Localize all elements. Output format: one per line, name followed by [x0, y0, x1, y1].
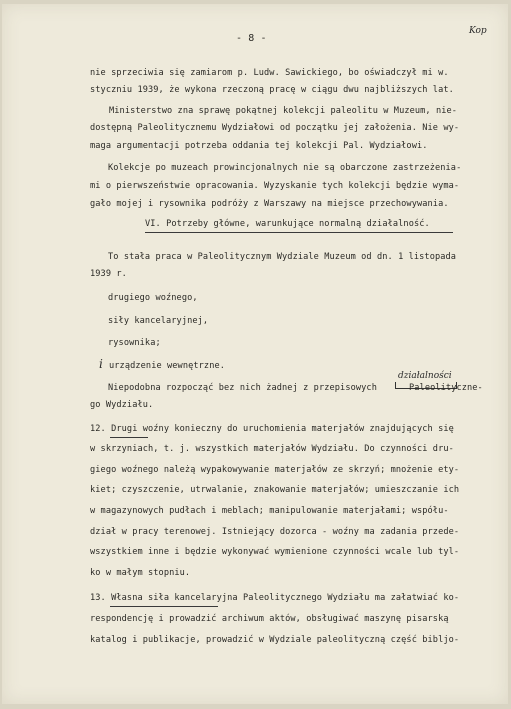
text-line: Kolekcje po muzeach prowincjonalnych nie są obarczone zastrzeżenia- — [108, 163, 462, 173]
handwritten-insert: działalności — [398, 371, 452, 381]
text-line: giego woźnego należą wypakowywanie materjałów ze skrzyń; mnożenie ety- — [90, 465, 460, 475]
text-line: 12. Drugi woźny konieczny do uruchomienia materjałów znajdujących się — [90, 424, 454, 434]
section-heading: VI. Potrzeby główne, warunkujące normalną działalność. — [145, 219, 430, 229]
text-line: 13. Własna siła kancelaryjna Paleolitycznego Wydziału ma załatwiać ko- — [90, 593, 460, 603]
underline — [110, 606, 218, 607]
text-line: ko w małym stopniu. — [90, 568, 191, 578]
list-item: urządzenie wewnętrzne. — [109, 361, 226, 371]
text-line: go Wydziału. — [90, 400, 154, 410]
document-page — [2, 4, 508, 704]
page-number: - 8 - — [236, 33, 267, 44]
text-line: nie sprzeciwia się zamiarom p. Ludw. Sawickiego, bo oświadczył mi w. — [90, 68, 449, 78]
text-line: dział w pracy terenowej. Istniejący dozorca - woźny ma zadania przede- — [90, 527, 460, 537]
text-line: wszystkiem inne i będzie wykonywać wymienione czynności wcale lub tyl- — [90, 547, 460, 557]
text-line: To stała praca w Paleolitycznym Wydziale Muzeum od dn. 1 listopada — [108, 252, 457, 262]
text-line: maga argumentacji potrzeba oddania tej kolekcji Pal. Wydziałowi. — [90, 141, 428, 151]
text-line: Ministerstwo zna sprawę pokątnej kolekcji paleolitu w Muzeum, nie- — [109, 106, 458, 116]
list-item: rysownika; — [108, 338, 161, 348]
text-line: Niepodobna rozpocząć bez nich żadnej z przepisowych — [108, 383, 377, 393]
text-line: styczniu 1939, że wykona rzeczoną pracę w ciągu dwu najbliższych lat. — [90, 85, 454, 95]
corner-note: Kop — [469, 26, 487, 36]
text-line: kiet; czyszczenie, utrwalanie, znakowanie materjałów; umieszczanie ich — [90, 485, 460, 495]
section-heading-underline — [145, 232, 453, 233]
text-line: w skrzyniach, t. j. wszystkich materjałów Wydziału. Do czynności dru- — [90, 444, 454, 454]
text-line: Paleolityczne- — [409, 383, 483, 393]
text-line: respondencję i prowadzić archiwum aktów, obsługiwać maszynę pisarską — [90, 614, 449, 624]
text-line: mi o pierwszeństwie opracowania. Wyzyskanie tych kolekcji będzie wyma- — [90, 181, 460, 191]
text-line: w magazynowych pudłach i meblach; manipulowanie materjałami; współu- — [90, 506, 449, 516]
underline — [110, 437, 148, 438]
text-line: gało mojej i rysownika podróży z Warszawy na miejsce przechowywania. — [90, 199, 449, 209]
list-item: siły kancelaryjnej, — [108, 316, 209, 326]
text-line: 1939 r. — [90, 269, 127, 279]
list-item: drugiego woźnego, — [108, 293, 198, 303]
handwritten-mark: i — [99, 357, 103, 371]
text-line: dostępną Paleolitycznemu Wydziałowi od początku jej założenia. Nie wy- — [90, 123, 460, 133]
text-line: katalog i publikacje, prowadzić w Wydziale paleolityczną część bibljo- — [90, 635, 460, 645]
